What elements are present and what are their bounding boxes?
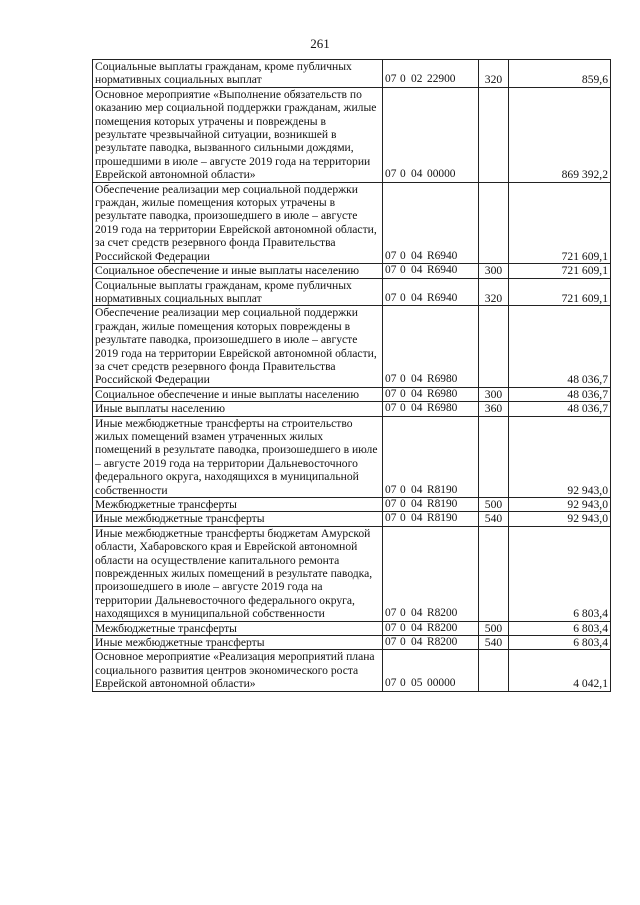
code-part: 04: [411, 168, 423, 181]
expense-type-code: 300: [479, 387, 509, 401]
expense-name: Основное мероприятие «Реализация мероприятий плана социального развития центров экономического роста Еврейской автономной области»: [93, 650, 383, 691]
code-part: 07: [385, 498, 397, 510]
expense-type-code: 360: [479, 402, 509, 416]
code-part: 04: [411, 512, 423, 525]
target-article-code: [383, 306, 479, 387]
code-part: 07: [385, 264, 397, 277]
code-part: R8190: [427, 483, 458, 496]
code-part: R8190: [427, 512, 458, 525]
expense-type-code: 300: [479, 264, 509, 278]
page-number: 261: [310, 36, 330, 51]
code-part: R6940: [427, 291, 458, 304]
target-article-code: [383, 387, 479, 401]
code-part: 0: [400, 636, 406, 649]
code-part: 0: [400, 249, 406, 262]
expense-name: Обеспечение реализации мер социальной поддержки граждан, жилые помещения которых повреждены в результате паводка, произошедшего в июле – августе 2019 года на территории Еврейской автономной области, за счет средств резервного фонда Правительства Российской Федерации: [93, 306, 383, 387]
table-row: [93, 512, 611, 526]
expense-name: Межбюджетные трансферты: [93, 498, 383, 512]
expense-type-code: 320: [479, 60, 509, 88]
amount-value: 92 943,0: [509, 416, 611, 497]
expense-type-code: [479, 182, 509, 263]
expense-name: Иные межбюджетные трансферты на строительство жилых помещений взамен утраченных жилых помещений в результате паводка, произошедшего в июле – августе 2019 года на территории Дальневосточного федерального округа, находящихся в муниципальной собственности: [93, 416, 383, 497]
code-part: 0: [400, 621, 406, 634]
code-part: 07: [385, 387, 397, 400]
code-part: 07: [385, 402, 397, 415]
code-part: 00000: [427, 168, 456, 181]
table-row: [93, 402, 611, 416]
target-article-code: [383, 526, 479, 621]
amount-value: 48 036,7: [509, 402, 611, 416]
target-article-code: [383, 182, 479, 263]
code-part: 04: [411, 621, 423, 634]
code-part: 07: [385, 291, 397, 304]
code-part: 07: [385, 249, 397, 262]
code-part: 07: [385, 607, 397, 620]
amount-value: 48 036,7: [509, 306, 611, 387]
code-part: 0: [400, 291, 406, 304]
table-row: [93, 498, 611, 512]
code-part: 04: [411, 264, 423, 277]
expense-name: Социальное обеспечение и иные выплаты населению: [93, 387, 383, 401]
budget-table: [92, 59, 611, 692]
expense-type-code: [479, 87, 509, 182]
amount-value: 6 803,4: [509, 636, 611, 650]
amount-value: 869 392,2: [509, 87, 611, 182]
table-row: [93, 416, 611, 497]
table-row: [93, 621, 611, 635]
expense-type-code: 540: [479, 512, 509, 526]
code-part: 05: [411, 677, 423, 690]
code-part: 0: [400, 73, 406, 86]
expense-type-code: [479, 416, 509, 497]
target-article-code: [383, 636, 479, 650]
expense-type-code: [479, 526, 509, 621]
target-article-code: [383, 621, 479, 635]
code-part: 07: [385, 73, 397, 86]
code-part: R8200: [427, 621, 458, 634]
target-article-code: [383, 60, 479, 88]
expense-name: Иные межбюджетные трансферты: [93, 636, 383, 650]
amount-value: 721 609,1: [509, 278, 611, 306]
target-article-code: [383, 498, 479, 512]
code-part: 07: [385, 677, 397, 690]
expense-name: Межбюджетные трансферты: [93, 621, 383, 635]
code-part: 0: [400, 373, 406, 386]
target-article-code: [383, 87, 479, 182]
code-part: 04: [411, 291, 423, 304]
expense-name: Основное мероприятие «Выполнение обязательств по оказанию мер социальной поддержки гражданам, жилые помещения которых утрачены и повреждены в результате чрезвычайной ситуации, возникшей в результате паводка, вызванного сильными дождями, прошедшими в июле – августе 2019 года на территории Еврейской автономной области»: [93, 87, 383, 182]
code-part: 02: [411, 73, 423, 86]
table-row: [93, 387, 611, 401]
expense-name: Обеспечение реализации мер социальной поддержки граждан, жилые помещения которых утрачены в результате паводка, произошедшего в июле – августе 2019 года на территории Еврейской автономной области, за счет средств резервного фонда Правительства Российской Федерации: [93, 182, 383, 263]
code-part: 07: [385, 483, 397, 496]
amount-value: 92 943,0: [509, 512, 611, 526]
target-article-code: [383, 278, 479, 306]
code-part: 04: [411, 498, 423, 510]
target-article-code: [383, 264, 479, 278]
table-row: [93, 87, 611, 182]
code-part: 04: [411, 636, 423, 649]
code-part: R8200: [427, 636, 458, 649]
target-article-code: [383, 402, 479, 416]
code-part: 00000: [427, 677, 456, 690]
code-part: 07: [385, 168, 397, 181]
amount-value: 6 803,4: [509, 621, 611, 635]
expense-name: Иные межбюджетные трансферты: [93, 512, 383, 526]
table-row: [93, 264, 611, 278]
code-part: R6940: [427, 264, 458, 277]
amount-value: 721 609,1: [509, 264, 611, 278]
code-part: 04: [411, 402, 423, 415]
table-row: [93, 278, 611, 306]
code-part: 0: [400, 264, 406, 277]
amount-value: 48 036,7: [509, 387, 611, 401]
amount-value: 4 042,1: [509, 650, 611, 691]
target-article-code: [383, 650, 479, 691]
code-part: R6980: [427, 387, 458, 400]
code-part: 07: [385, 373, 397, 386]
expense-name: Социальные выплаты гражданам, кроме публичных нормативных социальных выплат: [93, 278, 383, 306]
code-part: R6940: [427, 249, 458, 262]
expense-name: Социальное обеспечение и иные выплаты населению: [93, 264, 383, 278]
amount-value: 721 609,1: [509, 182, 611, 263]
code-part: 07: [385, 636, 397, 649]
code-part: 04: [411, 483, 423, 496]
code-part: 0: [400, 168, 406, 181]
expense-type-code: 320: [479, 278, 509, 306]
code-part: 0: [400, 483, 406, 496]
code-part: 0: [400, 387, 406, 400]
code-part: 0: [400, 498, 406, 510]
budget-table-body: [93, 60, 611, 692]
code-part: 04: [411, 249, 423, 262]
expense-type-code: 500: [479, 621, 509, 635]
table-row: [93, 526, 611, 621]
target-article-code: [383, 416, 479, 497]
amount-value: 859,6: [509, 60, 611, 88]
target-article-code: [383, 512, 479, 526]
code-part: 07: [385, 621, 397, 634]
table-row: [93, 306, 611, 387]
code-part: 22900: [427, 73, 456, 86]
table-row: [93, 650, 611, 691]
expense-name: Социальные выплаты гражданам, кроме публичных нормативных социальных выплат: [93, 60, 383, 88]
expense-name: Иные межбюджетные трансферты бюджетам Амурской области, Хабаровского края и Еврейской автономной области на осуществление капитального ремонта поврежденных жилых помещений в результате паводка, произошедшего в июле – августе 2019 года на территории Дальневосточного федерального округа, находящихся в муниципальной собственности: [93, 526, 383, 621]
code-part: 07: [385, 512, 397, 525]
code-part: 0: [400, 402, 406, 415]
code-part: 04: [411, 387, 423, 400]
amount-value: 92 943,0: [509, 498, 611, 512]
code-part: 04: [411, 373, 423, 386]
expense-type-code: 500: [479, 498, 509, 512]
code-part: R6980: [427, 373, 458, 386]
expense-name: Иные выплаты населению: [93, 402, 383, 416]
expense-type-code: 540: [479, 636, 509, 650]
code-part: 0: [400, 607, 406, 620]
code-part: R8200: [427, 607, 458, 620]
amount-value: 6 803,4: [509, 526, 611, 621]
table-row: [93, 60, 611, 88]
code-part: R8190: [427, 498, 458, 510]
table-row: [93, 636, 611, 650]
expense-type-code: [479, 650, 509, 691]
code-part: R6980: [427, 402, 458, 415]
expense-type-code: [479, 306, 509, 387]
code-part: 04: [411, 607, 423, 620]
code-part: 0: [400, 677, 406, 690]
table-row: [93, 182, 611, 263]
code-part: 0: [400, 512, 406, 525]
